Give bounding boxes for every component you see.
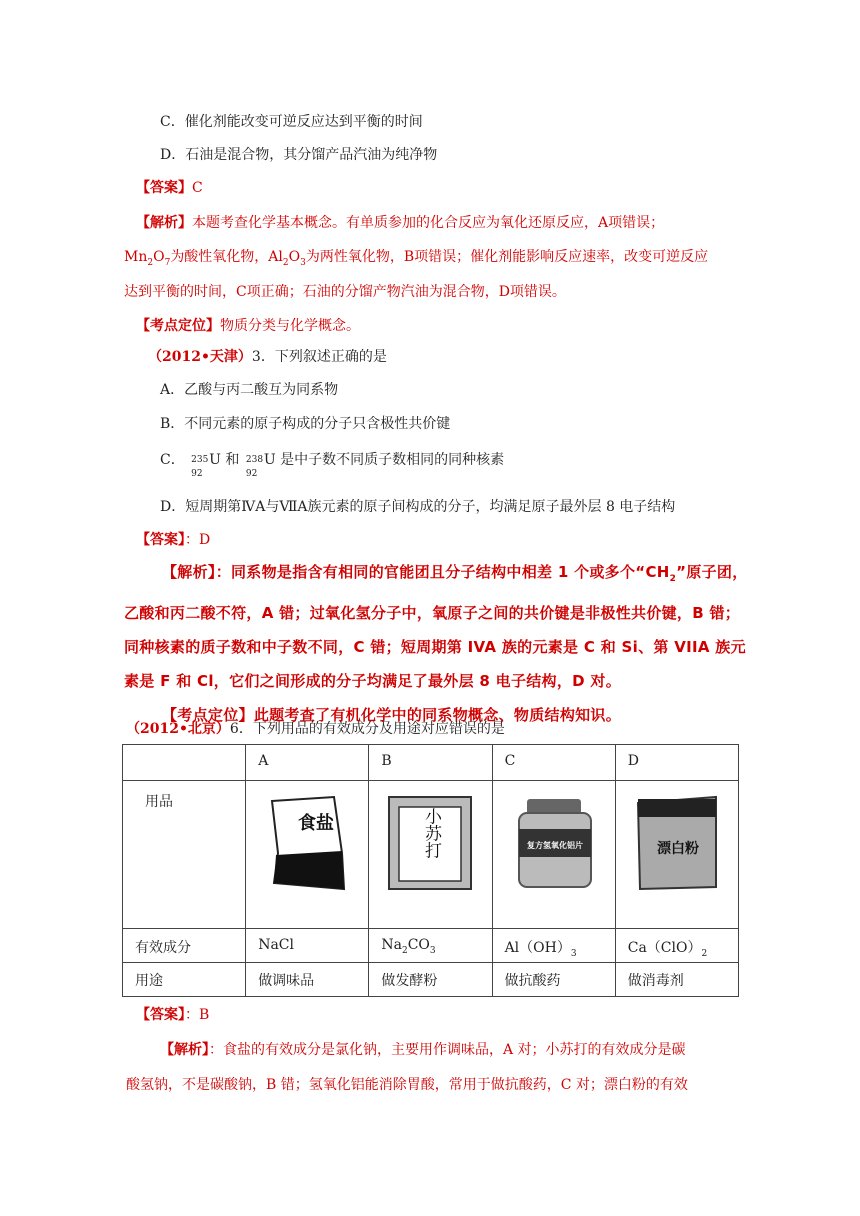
baking-soda-text: 小苏打 — [421, 807, 442, 859]
salt-label-1: 食盐 — [298, 813, 335, 834]
formula-part: Mn — [124, 249, 148, 265]
q2-option-b: B．不同元素的原子构成的分子只含极性共价键 — [160, 416, 451, 432]
q1-analysis-line-2: $Mn_2O_7$为酸性氧化物，$Al_2O_3$为两性氧化物，B项错误；催化剂能影响反应速率，改变可逆反应 — [124, 249, 709, 268]
image-cell-d — [615, 781, 738, 929]
baking-soda-image — [385, 793, 475, 893]
table-header-a: A — [246, 745, 369, 781]
table-row-items — [123, 781, 739, 929]
salt-bag-image — [264, 793, 350, 893]
table-header-row — [123, 745, 739, 781]
q1-analysis-line-3: 达到平衡的时间，C项正确；石油的分馏产物汽油为混合物，D项错误。 — [124, 284, 566, 300]
row-label: 有效成分 — [123, 929, 246, 963]
bleach-text: 漂白粉 — [656, 841, 699, 857]
bleach-powder-image — [632, 793, 722, 893]
analysis-text: 乙酸和丙二酸不符，A 错；过氧化氢分子中，氧原子之间的共价键是非极性共价键，B 错； — [124, 604, 741, 622]
products-table — [122, 744, 739, 997]
stem-text: 6．下列用品的有效成分及用途对应错误的是 — [229, 721, 505, 737]
analysis-label: 【解析】 — [160, 1042, 209, 1058]
table-header-b: B — [369, 745, 492, 781]
q2-stem — [148, 347, 387, 367]
image-cell-b — [369, 781, 492, 929]
answer-label: 【答案】 — [136, 180, 192, 196]
formula-part: O — [153, 249, 165, 265]
analysis-text: ”原子团， — [676, 563, 748, 581]
q2-option-c — [160, 450, 504, 480]
source-tag: （2012•天津） — [148, 349, 252, 365]
atomic-number: 92 — [245, 469, 258, 479]
q1-analysis-line-1 — [136, 213, 664, 233]
option-text: U 是中子数不同质子数相同的同种核素 — [263, 452, 505, 468]
analysis-text: 为两性氧化物，B项错误；催化剂能影响反应速率，改变可逆反应 — [305, 249, 709, 265]
antacid-bottle-image — [509, 793, 599, 893]
component-d: $Ca(ClO)_2$ — [615, 929, 738, 963]
antacid-text: 复方氢氧化铝片 — [526, 841, 583, 850]
q2-answer — [136, 530, 210, 550]
row-label: 用品 — [123, 781, 246, 929]
q2-analysis: 【解析】：同系物是指含有相同的官能团且分子结构中相差 1 个或多个“$CH_2$”原子团， 乙酸和丙二酸不符，A 错；过氧化氢分子中，氧原子之间的共价键是非极性共价键，B 错； 同种核素的质子数和中子数不同，C 错；短周期第 IVA 族的元素是 C 和 Si、第 VIIA 族元 素是 F 和 Cl，它们之间形成的分子均满足了最外层 8 电子结构，D 对。 【考点定位】此题考查了有机化学中的同系物概念、物质结构知识。 — [124, 555, 744, 732]
q3-analysis-line-1 — [160, 1040, 686, 1060]
q1-answer — [136, 178, 203, 198]
analysis-text: 本题考查化学基本概念。有单质参加的化合反应为氧化还原反应，A项错误； — [192, 215, 665, 231]
analysis-label: 【解析】 — [136, 215, 192, 231]
answer-value: ：D — [185, 532, 211, 548]
option-label: C． — [160, 452, 185, 468]
image-cell-c — [492, 781, 615, 929]
q3-answer — [136, 1005, 209, 1025]
image-cell-a — [246, 781, 369, 929]
row-label: 用途 — [123, 963, 246, 997]
answer-label: 【答案】 — [136, 532, 185, 548]
formula-part: O — [288, 249, 301, 265]
point-label: 【考点定位】 — [162, 706, 254, 724]
option-text: U 和 — [209, 452, 240, 468]
use-a: 做调味品 — [246, 963, 369, 997]
mass-number: 235 — [191, 455, 209, 465]
use-b: 做发酵粉 — [369, 963, 492, 997]
analysis-text: 为酸性氧化物，Al — [170, 249, 283, 265]
answer-value: ：B — [185, 1007, 210, 1023]
q3-analysis-line-2: 酸氢钠，不是碳酸钠，B 错；氢氧化铝能消除胃酸，常用于做抗酸药，C 对；漂白粉的有效 — [126, 1077, 688, 1093]
q3-stem — [126, 719, 505, 739]
mass-number: 238 — [245, 455, 264, 465]
source-tag: （2012•北京） — [126, 721, 230, 737]
q2-option-d: D．短周期第ⅣA与ⅦA族元素的原子间构成的分子，均满足原子最外层 8 电子结构 — [160, 499, 676, 515]
q1-option-d: D．石油是混合物，其分馏产品汽油为纯净物 — [160, 147, 438, 163]
table-row-components — [123, 929, 739, 963]
component-a: NaCl — [246, 929, 369, 963]
table-header-c: C — [492, 745, 615, 781]
answer-label: 【答案】 — [136, 1007, 185, 1023]
point-text: 此题考查了有机化学中的同系物概念、物质结构知识。 — [253, 706, 622, 724]
analysis-label: 【解析】 — [162, 563, 216, 581]
analysis-text: ：同系物是指含有相同的官能团且分子结构中相差 1 个或多个“CH — [215, 563, 670, 581]
table-cell — [123, 745, 246, 781]
analysis-text: ：食盐的有效成分是氯化钠，主要用作调味品，A 对；小苏打的有效成分是碳 — [209, 1042, 686, 1058]
component-b: $Na_2CO_3$ — [369, 929, 492, 963]
use-d: 做消毒剂 — [615, 963, 738, 997]
analysis-text: 同种核素的质子数和中子数不同，C 错；短周期第 IVA 族的元素是 C 和 Si、第 VIIA 族元 — [124, 638, 746, 656]
component-c: $Al(OH)_3$ — [492, 929, 615, 963]
point-label: 【考点定位】 — [136, 318, 220, 334]
q1-option-c: C．催化剂能改变可逆反应达到平衡的时间 — [160, 114, 423, 130]
point-text: 物质分类与化学概念。 — [220, 318, 360, 334]
atomic-number: 92 — [191, 469, 203, 479]
stem-text: 3．下列叙述正确的是 — [251, 349, 387, 365]
table-row-uses — [123, 963, 739, 997]
q2-option-a: A．乙酸与丙二酸互为同系物 — [160, 382, 339, 398]
q1-point — [136, 316, 360, 336]
table-header-d: D — [615, 745, 738, 781]
analysis-text: 素是 F 和 Cl，它们之间形成的分子均满足了最外层 8 电子结构，D 对。 — [124, 672, 622, 690]
answer-value: C — [192, 180, 203, 196]
use-c: 做抗酸药 — [492, 963, 615, 997]
